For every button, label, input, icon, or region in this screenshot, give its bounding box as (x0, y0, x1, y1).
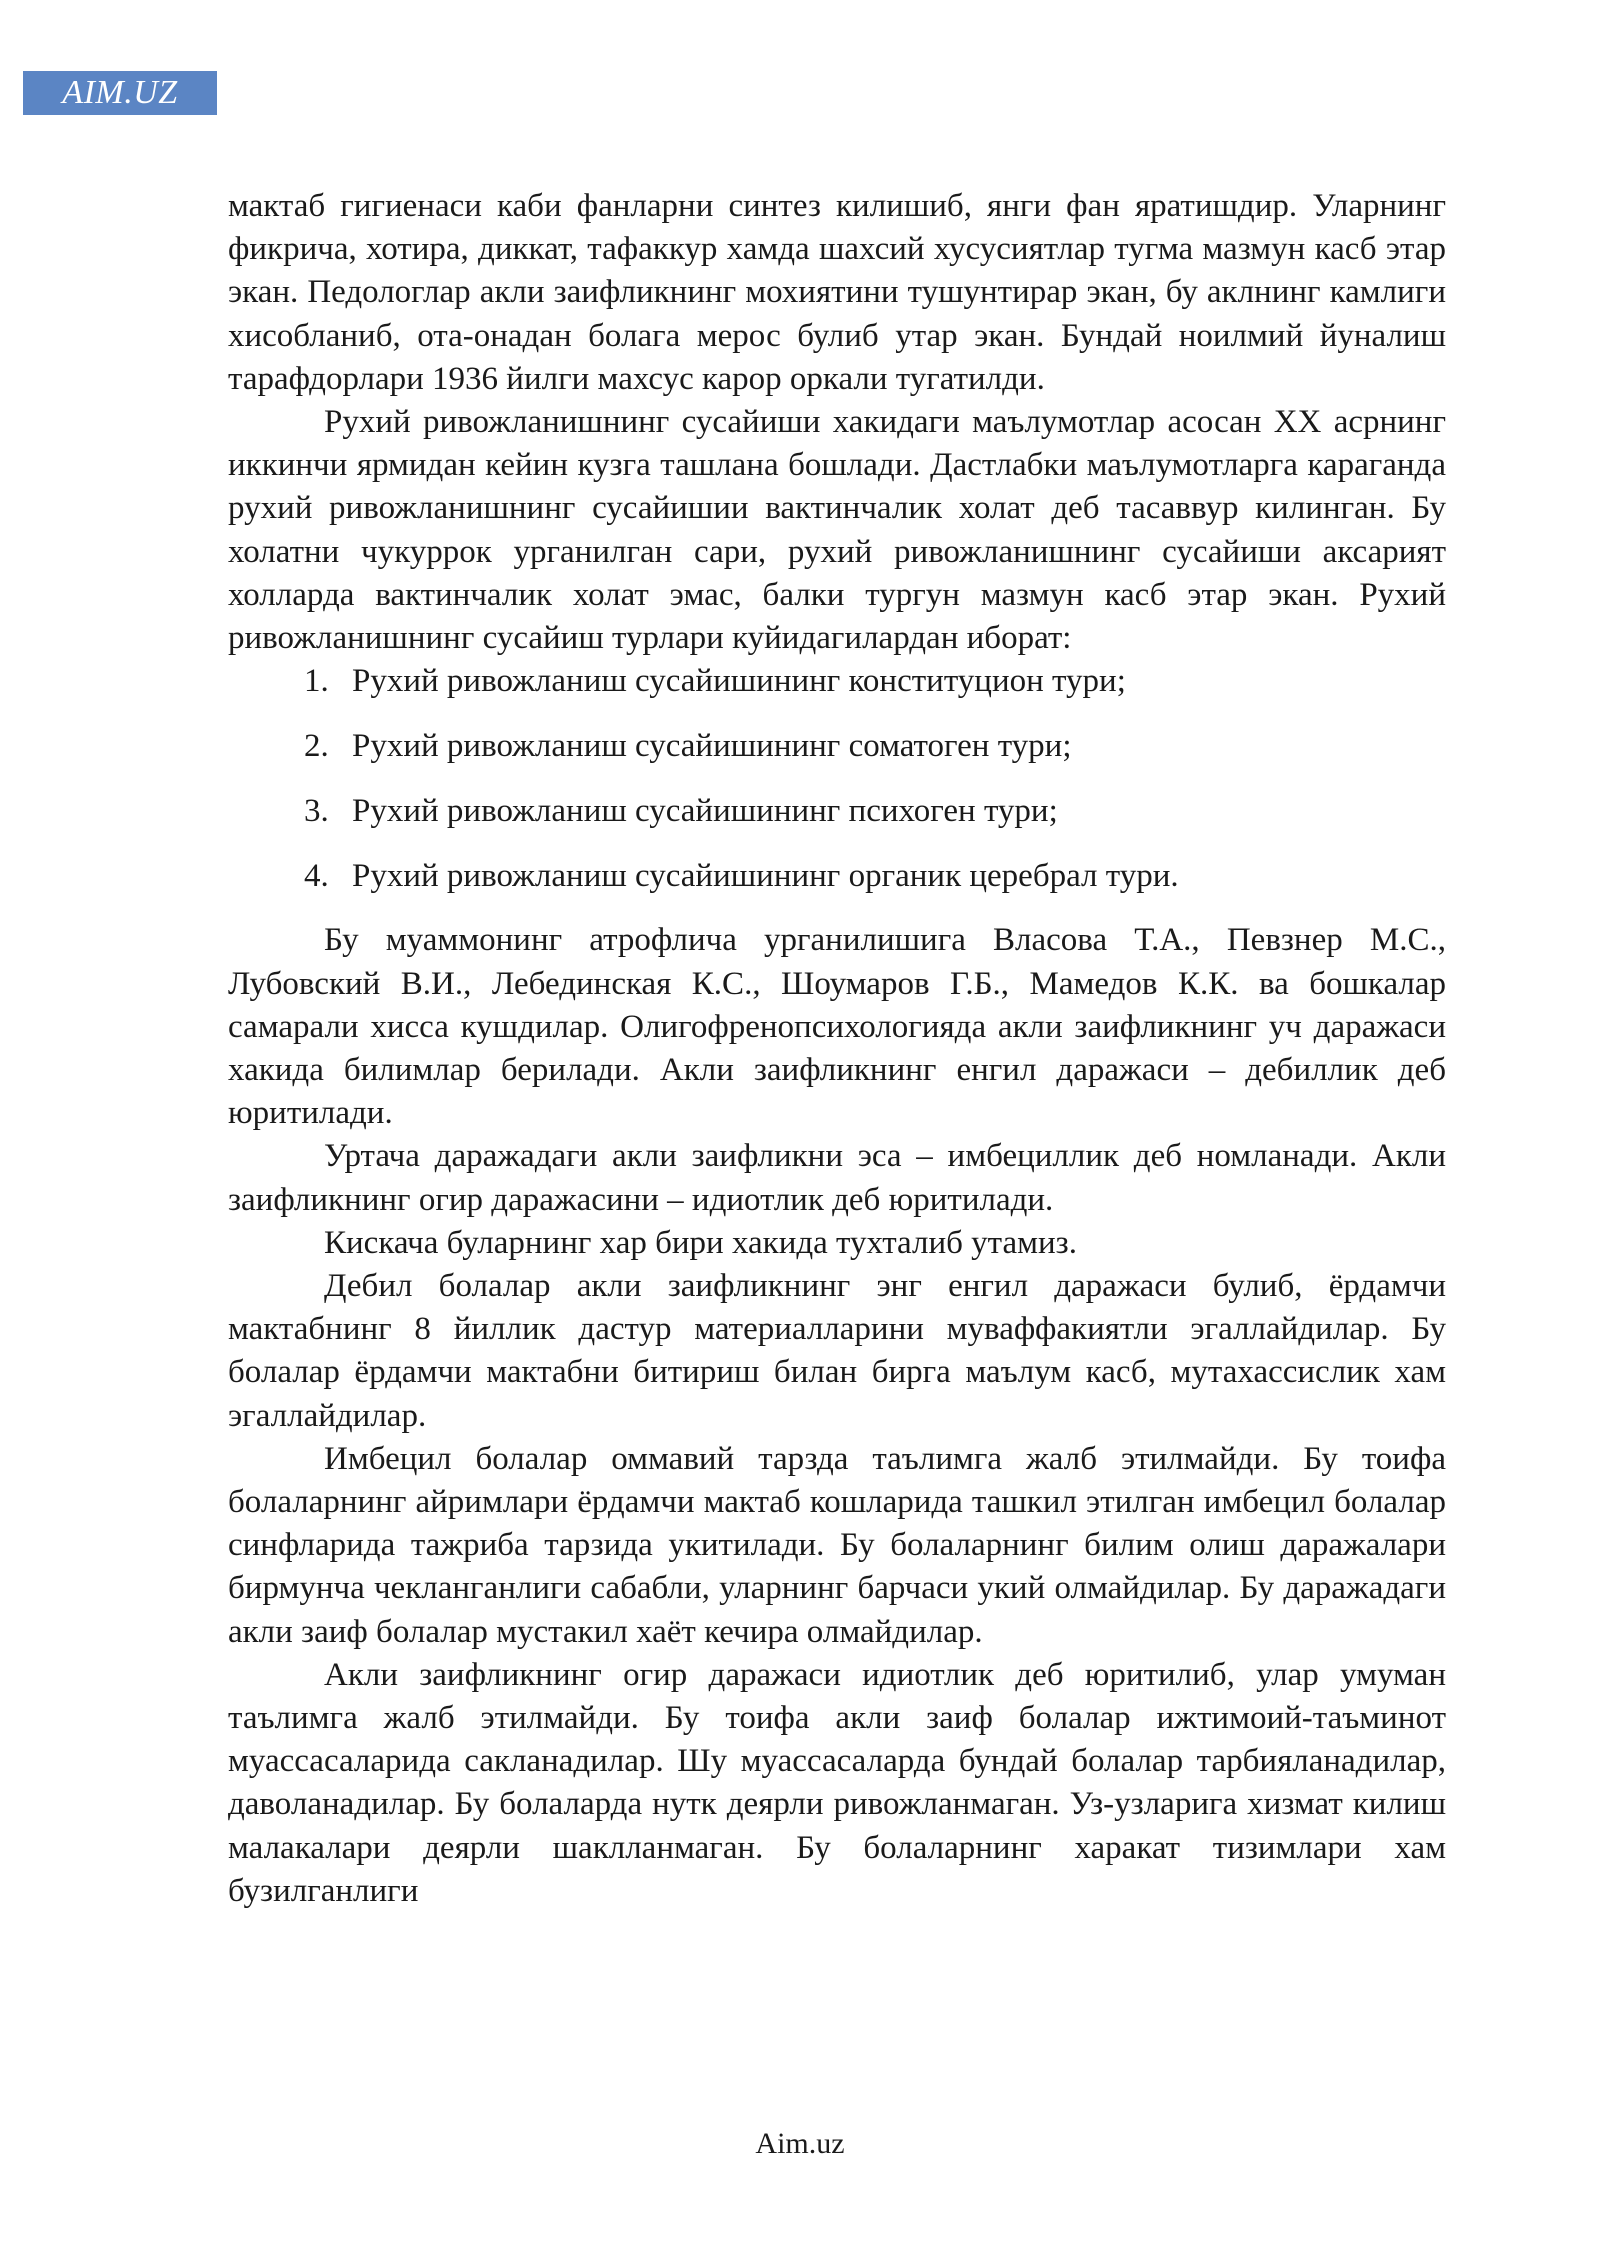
paragraph: Рухий ривожланишнинг сусайиши хакидаги маълумотлар асосан XX асрнинг иккинчи ярмидан кейин кузга ташлана бошлади. Дастлабки маълумотларга караганда рухий ривожланишнинг сусайишии вактинчалик холат деб тасаввур килинган. Бу холатни чукуррок урганилган сари, рухий ривожланишнинг сусайиши аксарият холларда вактинчалик холат эмас, балки тургун мазмун касб этар экан. Рухий ривожланишнинг сусайиш турлари куйидагилардан иборат: (228, 404, 1446, 657)
numbered-list (228, 660, 1446, 898)
list-item-number: 1. (304, 663, 329, 700)
list-item-text: Рухий ривожланиш сусайишининг соматоген тури; (352, 728, 1072, 765)
list-item-text: Рухий ривожланиш сусайишининг органик церебрал тури. (352, 857, 1179, 894)
list-item-text: Рухий ривожланиш сусайишининг конституцион тури; (352, 663, 1126, 700)
paragraph: Бу муаммонинг атрофлича урганилишига Власова Т.А., Певзнер М.С., Лубовский В.И., Лебединская К.С., Шоумаров Г.Б., Мамедов К.К. ва бошкалар самарали хисса кушдилар. Олигофренопсихологияда акли заифликнинг уч даражаси хакида билимлар берилади. Акли заифликнинг енгил даражаси – дебиллик деб юритилади. (228, 922, 1446, 1132)
list-item (228, 855, 1446, 898)
paragraph: мактаб гигиенаси каби фанларни синтез килишиб, янги фан яратишдир. Уларнинг фикрича, хотира, диккат, тафаккур хамда шахсий хусусиятлар тугма мазмун касб этар экан. Педологлар акли заифликнинг мохиятини тушунтирар экан, бу аклнинг камлиги хисобланиб, ота-онадан болага мерос булиб утар экан. Бундай ноилмий йуналиш тарафдорлари 1936 йилги махсус карор оркали тугатилди. (228, 188, 1446, 397)
paragraph: Акли заифликнинг огир даражаси идиотлик деб юритилиб, улар умуман таълимга жалб этилмайди. Бу тоифа акли заиф болалар ижтимоий-таъминот муассасаларида сакланадилар. Шу муассасаларда бундай болалар тарбияланадилар, даволанадилар. Бу болаларда нутк деярли ривожланмаган. Уз-узларига хизмат килиш малакалари деярли шаклланмаган. Бу болаларнинг харакат тизимлари хам бузилганлиги (228, 1656, 1446, 1909)
paragraph: Кискача буларнинг хар бири хакида тухталиб утамиз. (324, 1224, 1077, 1261)
list-item-number: 2. (304, 728, 329, 765)
list-item (228, 660, 1446, 703)
list-item (228, 790, 1446, 833)
list-item-text: Рухий ривожланиш сусайишининг психоген тури; (352, 792, 1058, 829)
paragraph: Уртача даражадаги акли заифликни эса – имбециллик деб номланади. Акли заифликнинг огир даражасини – идиотлик деб юритилади. (228, 1138, 1446, 1218)
list-item (228, 725, 1446, 768)
page-footer: Aim.uz (755, 2127, 845, 2160)
document-body (228, 185, 1446, 1913)
list-item-number: 3. (304, 792, 329, 829)
paragraph: Дебил болалар акли заифликнинг энг енгил даражаси булиб, ёрдамчи мактабнинг 8 йиллик дастур материалларини муваффакиятли эгаллайдилар. Бу болалар ёрдамчи мактабни битириш билан бирга маълум касб, мутахассислик хам эгаллайдилар. (228, 1268, 1446, 1434)
site-logo[interactable]: AIM.UZ (23, 71, 217, 115)
paragraph: Имбецил болалар оммавий тарзда таълимга жалб этилмайди. Бу тоифа болаларнинг айримлари ёрдамчи мактаб кошларида ташкил этилган имбецил болалар синфларида тажриба тарзида укитилади. Бу болаларнинг билим олиш даражалари бирмунча чекланганлиги сабабли, уларнинг барчаси укий олмайдилар. Бу даражадаги акли заиф болалар мустакил хаёт кечира олмайдилар. (228, 1440, 1446, 1650)
list-item-number: 4. (304, 857, 329, 894)
